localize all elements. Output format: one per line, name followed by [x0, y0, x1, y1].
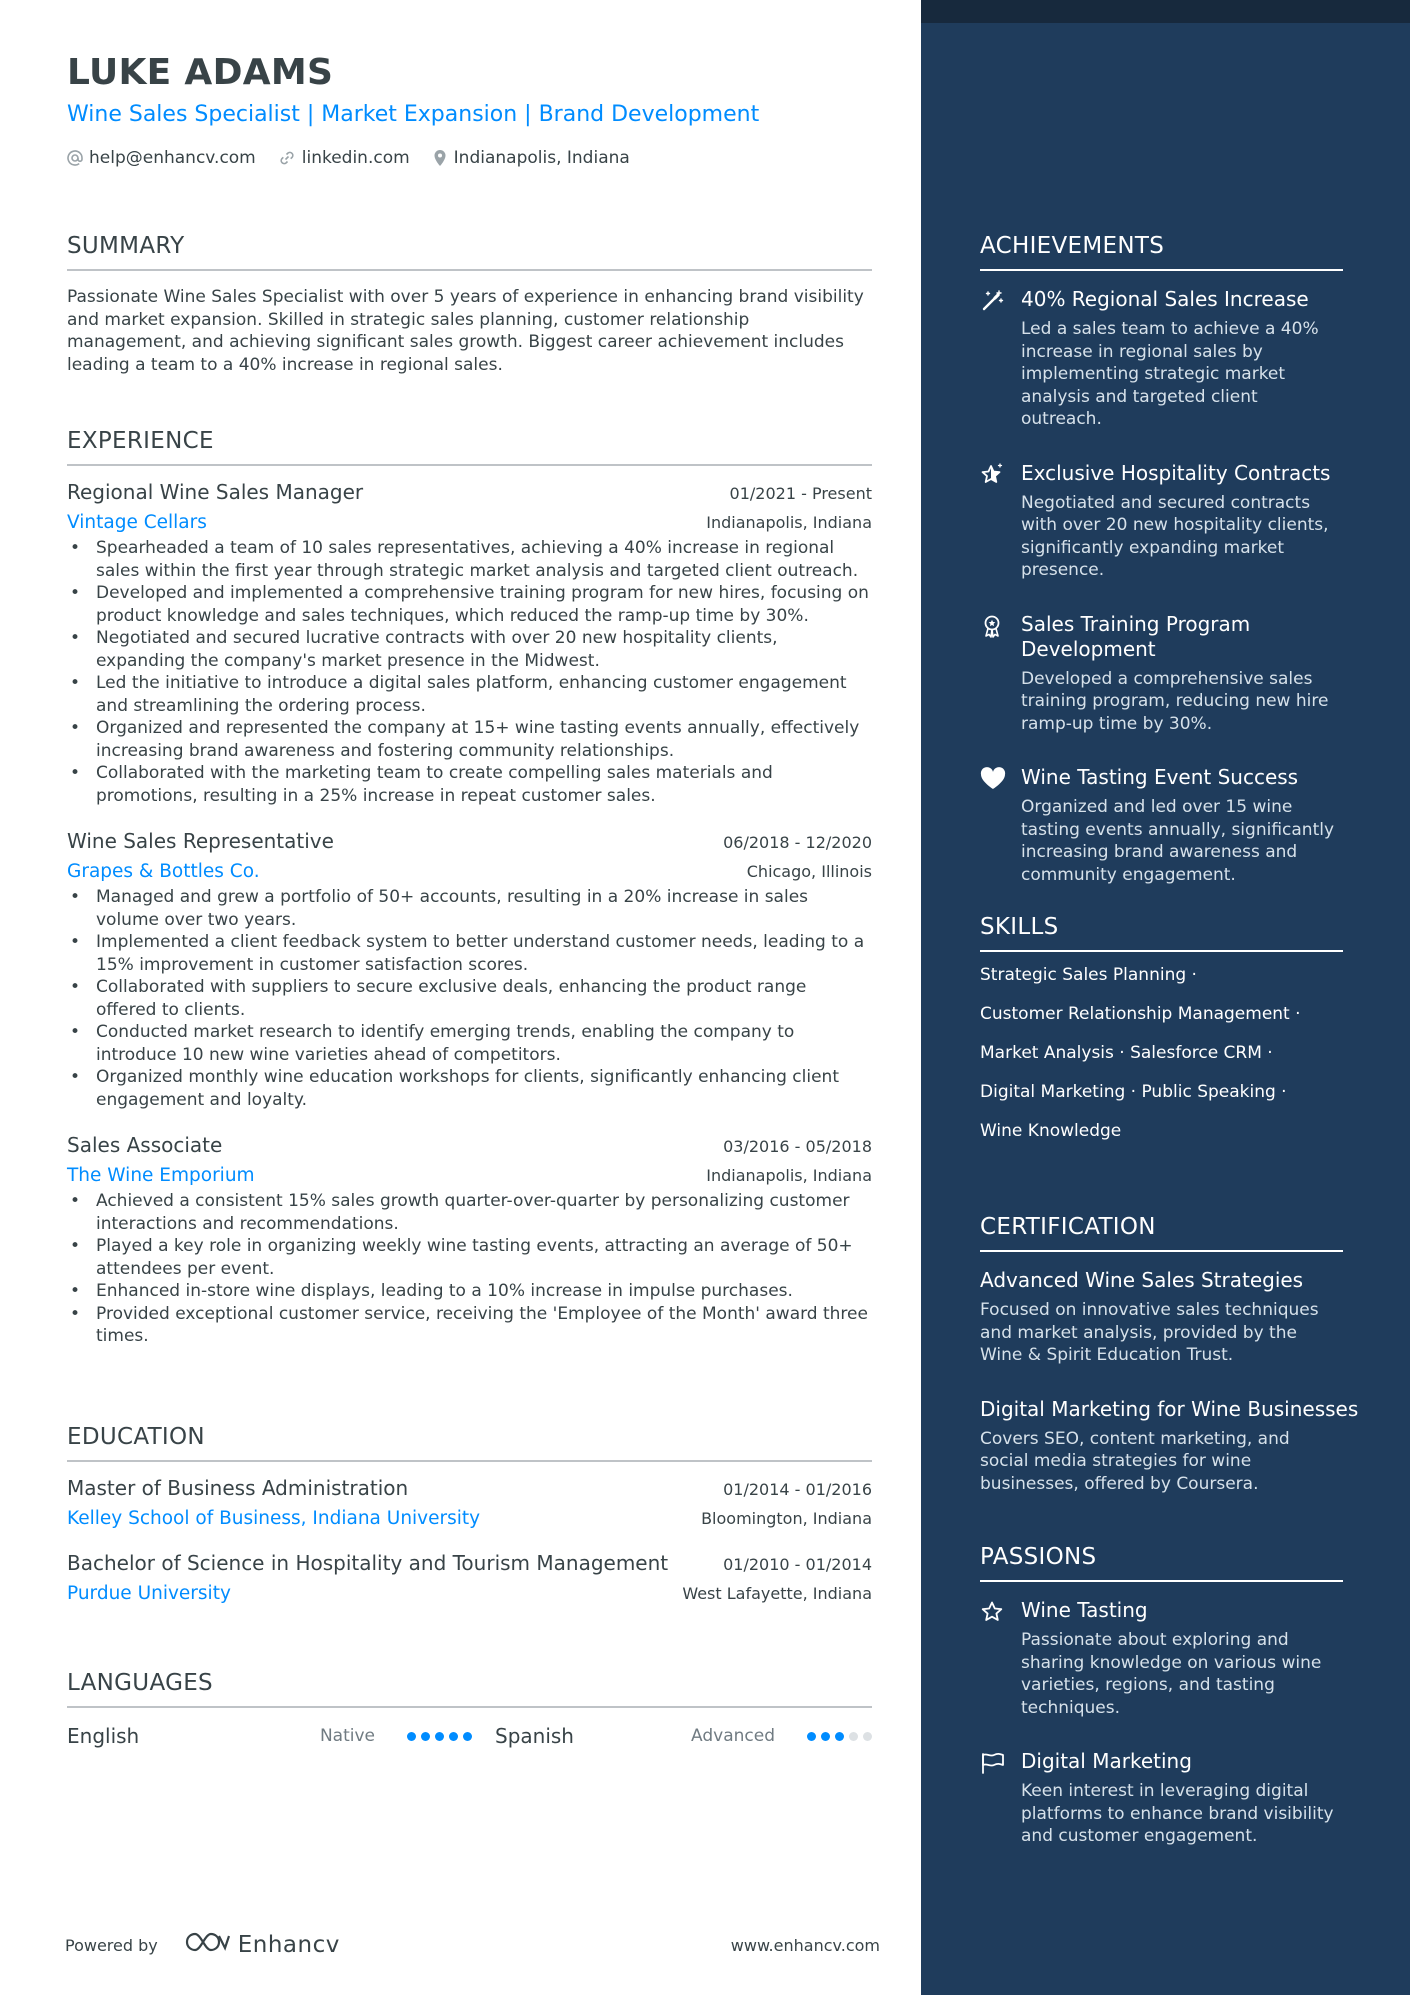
language-item — [67, 1724, 495, 1748]
bullet-item: • Collaborated with the marketing team to create compelling sales materials and promotions, resulting in a 25% increase in repeat customer sales. — [67, 762, 872, 807]
job-bullets — [67, 886, 872, 1111]
achievement-desc: Organized and led over 15 wine tasting events annually, significantly increasing brand awareness and community engagement. — [1021, 797, 1335, 885]
passion-title: Wine Tasting — [1021, 1598, 1148, 1622]
school-name: Kelley School of Business, Indiana University — [67, 1508, 481, 1529]
certification-item — [980, 1396, 1359, 1496]
certification-name: Digital Marketing for Wine Businesses — [980, 1396, 1359, 1421]
summary-text: Passionate Wine Sales Specialist with over 5 years of experience in enhancing brand visibility and market expansion. Skilled in strategic sales planning, customer relationship management, and achieving significant sales growth. Biggest career achievement includes leading a team to a 40% increase in regional sales. — [67, 287, 864, 375]
skill-line: Digital Marketing · Public Speaking · — [980, 1082, 1287, 1102]
skill-line: Customer Relationship Management · — [980, 1004, 1301, 1024]
language-level: Advanced — [691, 1726, 775, 1746]
flag-icon — [980, 1749, 1007, 1778]
school-name: Purdue University — [67, 1583, 231, 1604]
bullet-item: • Provided exceptional customer service, receiving the 'Employee of the Month' award three times. — [67, 1303, 872, 1348]
achievements-section — [980, 233, 1343, 886]
certification-title: CERTIFICATION — [980, 1214, 1343, 1252]
achievements-title: ACHIEVEMENTS — [980, 233, 1343, 271]
language-name: Spanish — [495, 1724, 574, 1748]
edu-location: Bloomington, Indiana — [701, 1509, 872, 1528]
edu-dates: 01/2010 - 01/2014 — [723, 1555, 872, 1574]
star-sparkle-icon — [980, 461, 1007, 490]
location-text: Indianapolis, Indiana — [453, 148, 630, 168]
languages-title: LANGUAGES — [67, 1670, 872, 1708]
bullet-item: • Played a key role in organizing weekly wine tasting events, attracting an average of 50+ attendees per event. — [67, 1235, 872, 1280]
job-location: Chicago, Illinois — [746, 862, 872, 881]
edu-location: West Lafayette, Indiana — [682, 1584, 872, 1603]
job-bullets — [67, 537, 872, 807]
rating-dot-filled — [407, 1732, 416, 1741]
rating-dot-filled — [835, 1732, 844, 1741]
achievement-title: Wine Tasting Event Success — [1021, 765, 1299, 789]
language-rating — [807, 1732, 872, 1741]
education-entry — [67, 1551, 872, 1604]
skills-list — [980, 964, 1343, 1142]
rating-dot-empty — [863, 1732, 872, 1741]
language-item — [495, 1724, 872, 1748]
achievement-item — [980, 287, 1343, 431]
passion-desc: Keen interest in leveraging digital platforms to enhance brand visibility and customer engagement. — [1021, 1781, 1334, 1846]
passion-desc: Passionate about exploring and sharing knowledge on various wine varieties, regions, and tasting techniques. — [1021, 1630, 1322, 1718]
rating-dot-filled — [435, 1732, 444, 1741]
achievement-item — [980, 765, 1343, 886]
job-entry — [67, 480, 872, 807]
bullet-item: • Organized monthly wine education workshops for clients, significantly enhancing client engagement and loyalty. — [67, 1066, 872, 1111]
passion-item — [980, 1749, 1343, 1848]
education-entry — [67, 1476, 872, 1529]
passion-item — [980, 1598, 1343, 1719]
bullet-item: • Organized and represented the company at 15+ wine tasting events annually, effectively increasing brand awareness and fostering community relationships. — [67, 717, 872, 762]
sidebar-column — [921, 0, 1410, 1995]
achievement-item — [980, 612, 1343, 736]
company-name: The Wine Emporium — [67, 1165, 255, 1186]
bullet-item: • Enhanced in-store wine displays, leading to a 10% increase in impulse purchases. — [67, 1280, 872, 1303]
job-dates: 01/2021 - Present — [729, 484, 872, 503]
contact-email[interactable] — [67, 148, 256, 168]
brand-name: Enhancv — [237, 1932, 340, 1958]
at-icon — [67, 150, 83, 166]
award-ribbon-icon — [980, 612, 1007, 641]
star-outline-icon — [980, 1598, 1007, 1627]
job-dates: 03/2016 - 05/2018 — [723, 1137, 872, 1156]
achievement-title: Sales Training Program Development — [1021, 611, 1251, 661]
passions-section — [980, 1544, 1343, 1848]
experience-section — [67, 428, 872, 1348]
rating-dot-filled — [421, 1732, 430, 1741]
skills-section — [980, 914, 1343, 1159]
passions-title: PASSIONS — [980, 1544, 1343, 1582]
job-location: Indianapolis, Indiana — [706, 1166, 872, 1185]
email-text: help@enhancv.com — [89, 148, 256, 168]
job-location: Indianapolis, Indiana — [706, 513, 872, 532]
summary-title: SUMMARY — [67, 233, 872, 271]
education-title: EDUCATION — [67, 1424, 872, 1462]
rating-dot-empty — [849, 1732, 858, 1741]
edu-dates: 01/2014 - 01/2016 — [723, 1480, 872, 1499]
degree: Master of Business Administration — [67, 1476, 409, 1500]
contact-bar — [67, 148, 630, 168]
job-bullets — [67, 1190, 872, 1348]
skill-line: Wine Knowledge — [980, 1121, 1122, 1141]
enhancv-logo-icon — [184, 1930, 230, 1960]
certification-desc: Focused on innovative sales techniques and market analysis, provided by the Wine & Spirit Education Trust. — [980, 1300, 1319, 1365]
job-title: Wine Sales Representative — [67, 829, 334, 853]
rating-dot-filled — [821, 1732, 830, 1741]
experience-title: EXPERIENCE — [67, 428, 872, 466]
linkedin-text: linkedin.com — [301, 148, 410, 168]
achievement-title: 40% Regional Sales Increase — [1021, 287, 1309, 311]
certification-section — [980, 1214, 1359, 1495]
link-icon — [278, 149, 296, 167]
skills-title: SKILLS — [980, 914, 1343, 952]
achievement-desc: Led a sales team to achieve a 40% increase in regional sales by implementing strategic market analysis and targeted client outreach. — [1021, 319, 1319, 429]
heart-icon — [980, 765, 1007, 794]
certification-item — [980, 1268, 1343, 1367]
achievement-title: Exclusive Hospitality Contracts — [1021, 460, 1331, 485]
company-name: Vintage Cellars — [67, 512, 207, 533]
achievement-desc: Negotiated and secured contracts with over 20 new hospitality clients, significantly expanding market presence. — [1021, 492, 1329, 580]
contact-location — [432, 148, 630, 168]
summary-section — [67, 233, 872, 376]
sidebar-top-bar — [921, 0, 1410, 23]
footer — [65, 1930, 880, 1960]
bullet-item: • Conducted market research to identify emerging trends, enabling the company to introduce 10 new wine varieties ahead of competitors. — [67, 1021, 872, 1066]
bullet-item: • Managed and grew a portfolio of 50+ accounts, resulting in a 20% increase in sales volume over two years. — [67, 886, 872, 931]
site-link[interactable]: www.enhancv.com — [730, 1935, 880, 1955]
bullet-item: • Led the initiative to introduce a digital sales platform, enhancing customer engagement and streamlining the ordering process. — [67, 672, 872, 717]
enhancv-brand[interactable] — [184, 1930, 340, 1960]
language-level: Native — [319, 1726, 375, 1746]
job-title: Sales Associate — [67, 1133, 223, 1157]
bullet-item: • Developed and implemented a comprehensive training program for new hires, focusing on product knowledge and sales techniques, which reduced the ramp-up time by 30%. — [67, 582, 872, 627]
skill-line: Strategic Sales Planning · — [980, 965, 1197, 985]
certification-desc: Covers SEO, content marketing, and social media strategies for wine businesses, offered by Coursera. — [980, 1428, 1290, 1494]
job-dates: 06/2018 - 12/2020 — [723, 833, 872, 852]
achievement-item — [980, 461, 1343, 582]
location-pin-icon — [432, 149, 448, 167]
bullet-item: • Implemented a client feedback system to better understand customer needs, leading to a 15% improvement in customer satisfaction scores. — [67, 931, 872, 976]
language-rating — [407, 1732, 472, 1741]
passion-title: Digital Marketing — [1021, 1749, 1192, 1773]
company-name: Grapes & Bottles Co. — [67, 861, 260, 882]
certification-name: Advanced Wine Sales Strategies — [980, 1268, 1304, 1292]
magic-wand-icon — [980, 287, 1007, 316]
candidate-name: LUKE ADAMS — [67, 52, 334, 93]
bullet-item: • Collaborated with suppliers to secure exclusive deals, enhancing the product range offered to clients. — [67, 976, 872, 1021]
job-title: Regional Wine Sales Manager — [67, 480, 364, 504]
powered-by — [65, 1930, 340, 1960]
contact-linkedin[interactable] — [278, 148, 410, 168]
languages-section — [67, 1670, 872, 1748]
rating-dot-filled — [449, 1732, 458, 1741]
degree: Bachelor of Science in Hospitality and Tourism Management — [67, 1551, 669, 1575]
rating-dot-filled — [463, 1732, 472, 1741]
bullet-item: • Spearheaded a team of 10 sales representatives, achieving a 40% increase in regional sales within the first year through strategic market analysis and targeted client outreach. — [67, 537, 872, 582]
rating-dot-filled — [807, 1732, 816, 1741]
headline: Wine Sales Specialist | Market Expansion | Brand Development — [67, 102, 760, 127]
education-section — [67, 1424, 872, 1604]
bullet-item: • Achieved a consistent 15% sales growth quarter-over-quarter by personalizing customer interactions and recommendations. — [67, 1190, 872, 1235]
achievement-desc: Developed a comprehensive sales training program, reducing new hire ramp-up time by 30%. — [1021, 668, 1329, 734]
bullet-item: • Negotiated and secured lucrative contracts with over 20 new hospitality clients, expanding the company's market presence in the Midwest. — [67, 627, 872, 672]
job-entry — [67, 1133, 872, 1348]
language-name: English — [67, 1724, 140, 1748]
skill-line: Market Analysis · Salesforce CRM · — [980, 1043, 1273, 1063]
powered-by-label: Powered by — [65, 1935, 158, 1955]
job-entry — [67, 829, 872, 1111]
